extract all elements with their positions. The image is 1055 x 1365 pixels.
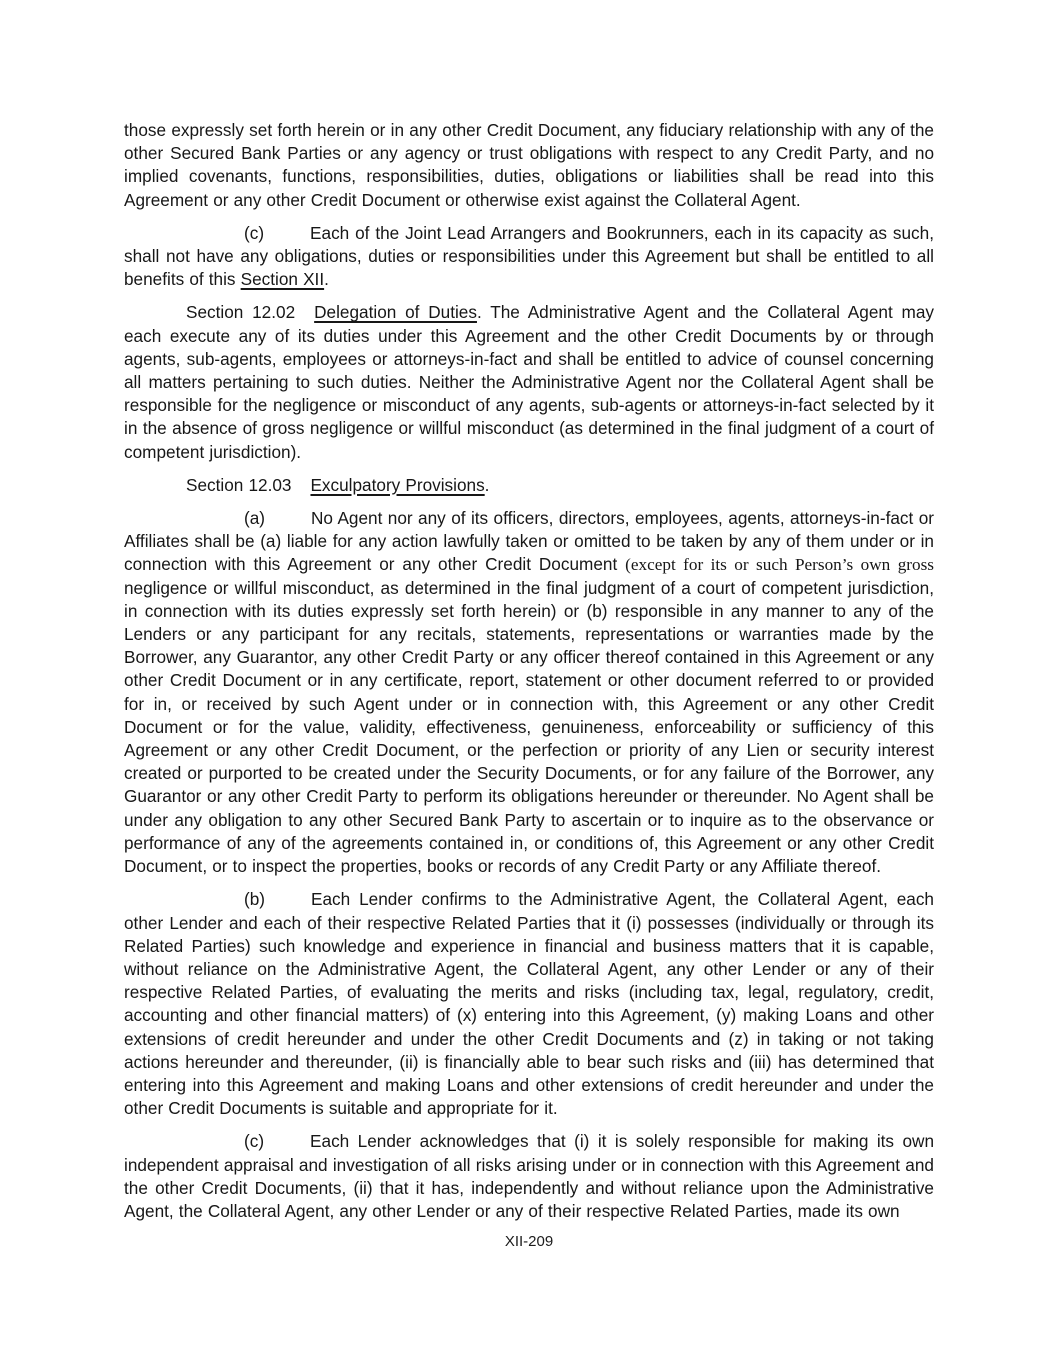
clause-c-acknowledges-paragraph xyxy=(124,1130,934,1223)
clause-label: (c) xyxy=(244,1131,265,1152)
paragraph-text: No Agent nor any of its officers, directors, employees, agents, attorneys-in-fact or Affiliates shall be (a) liable for any action lawfully taken or omitted to be taken by any of them under or in connection with this Agreement or any other Credit Document xyxy=(124,508,934,575)
section-heading-delegation-of-duties: Delegation of Duties xyxy=(314,302,477,323)
paragraph-text: Each Lender acknowledges that (i) it is solely responsible for making its own independent appraisal and investigation of all risks arising under or in connection with this Agreement and the other Credit Documents, (ii) that it has, independently and without reliance upon the Administrative Agent, the Collateral Agent, any other Lender or any of their respective Related Parties, made its own xyxy=(124,1131,934,1221)
clause-c-arrangers-paragraph xyxy=(124,222,934,292)
clause-label: (b) xyxy=(244,889,266,910)
heading-period: . xyxy=(484,474,490,495)
page-footer xyxy=(124,1233,934,1251)
section-xii-cross-reference: Section XII xyxy=(240,269,325,290)
paragraph-text: negligence or willful misconduct, as determined in the final judgment of a court of competent jurisdiction, in connection with its duties expressly set forth herein) or (b) responsible in any manner to any of the Lenders or any participant for any recitals, statements, representations or warranties made by the Borrower, any Guarantor, any other Credit Party or any officer thereof contained in this Agreement or any other Credit Document or in any certificate, report, statement or other document referred to or provided for in, or received by such Agent under or in connection with, this Agreement or any other Credit Document or for the value, validity, effectiveness, genuineness, enforceability or sufficiency of this Agreement or any other Credit Document, or the perfection or priority of any Lien or security interest created or purported to be created under the Security Documents, or for any failure of the Borrower, any Guarantor or any other Credit Party to perform its obligations hereunder or thereunder. No Agent shall be under any obligation to any other Secured Bank Party to ascertain or to inquire as to the observance or performance of any of the agreements contained in, or conditions of, this Agreement or any other Credit Document, or to inspect the properties, books or records of any Credit Party or any Affiliate thereof. xyxy=(124,577,934,877)
continuation-paragraph xyxy=(124,119,934,212)
section-12-03-paragraph xyxy=(124,474,934,497)
paragraph-text-suffix: . xyxy=(324,269,329,290)
section-12-02-paragraph xyxy=(124,301,934,463)
clause-b-paragraph xyxy=(124,888,934,1120)
document-body xyxy=(124,119,934,1251)
paragraph-text: Each Lender confirms to the Administrative Agent, the Collateral Agent, each other Lender and each of their respective Related Parties that it (i) possesses (individually or through its Related Parties) such knowledge and experience in financial and business matters that it is capable, without reliance on the Administrative Agent, the Collateral Agent, any other Lender or any of their respective Related Parties, of evaluating the merits and risks (including tax, legal, regulatory, credit, accounting and other financial matters) of (x) entering into this Agreement, (y) making Loans and other extensions of credit hereunder and under the other Credit Documents and (z) in taking or not taking actions hereunder and thereunder, (ii) is financially able to bear such risks and (iii) has determined that entering into this Agreement and making Loans and other extensions of credit hereunder and under the other Credit Documents is suitable and appropriate for it. xyxy=(124,889,934,1119)
clause-label: (a) xyxy=(244,508,266,529)
section-number: Section 12.03 xyxy=(186,474,292,495)
serif-inset-text: (except for its or such Person’s own gross xyxy=(625,555,934,575)
paragraph-text: those expressly set forth herein or in any other Credit Document, any fiduciary relationship with any of the other Secured Bank Parties or any agency or trust obligations with respect to any Credit Party, and no implied covenants, functions, responsibilities, duties, obligations or liabilities shall be read into this Agreement or any other Credit Document or otherwise exist against the Collateral Agent. xyxy=(124,120,934,210)
paragraph-text: Each of the Joint Lead Arrangers and Bookrunners, each in its capacity as such, shall not have any obligations, duties or responsibilities under this Agreement but shall be entitled to all benefits of this xyxy=(124,222,934,290)
section-number: Section 12.02 xyxy=(186,302,296,323)
clause-label: (c) xyxy=(244,222,265,243)
heading-period: . xyxy=(476,302,482,323)
clause-a-paragraph xyxy=(124,507,934,878)
page-number: XII-209 xyxy=(504,1233,554,1251)
section-heading-exculpatory-provisions: Exculpatory Provisions xyxy=(310,474,485,495)
paragraph-text: The Administrative Agent and the Collateral Agent may each execute any of its duties under this Agreement and the other Credit Documents by or through agents, sub-agents, employees or attorneys-in-fact and shall be entitled to advice of counsel concerning all matters pertaining to such duties. Neither the Administrative Agent nor the Collateral Agent shall be responsible for the negligence or misconduct of any agents, sub-agents or attorneys-in-fact selected by it in the absence of gross negligence or willful misconduct (as determined in the final judgment of a court of competent jurisdiction). xyxy=(124,302,934,462)
